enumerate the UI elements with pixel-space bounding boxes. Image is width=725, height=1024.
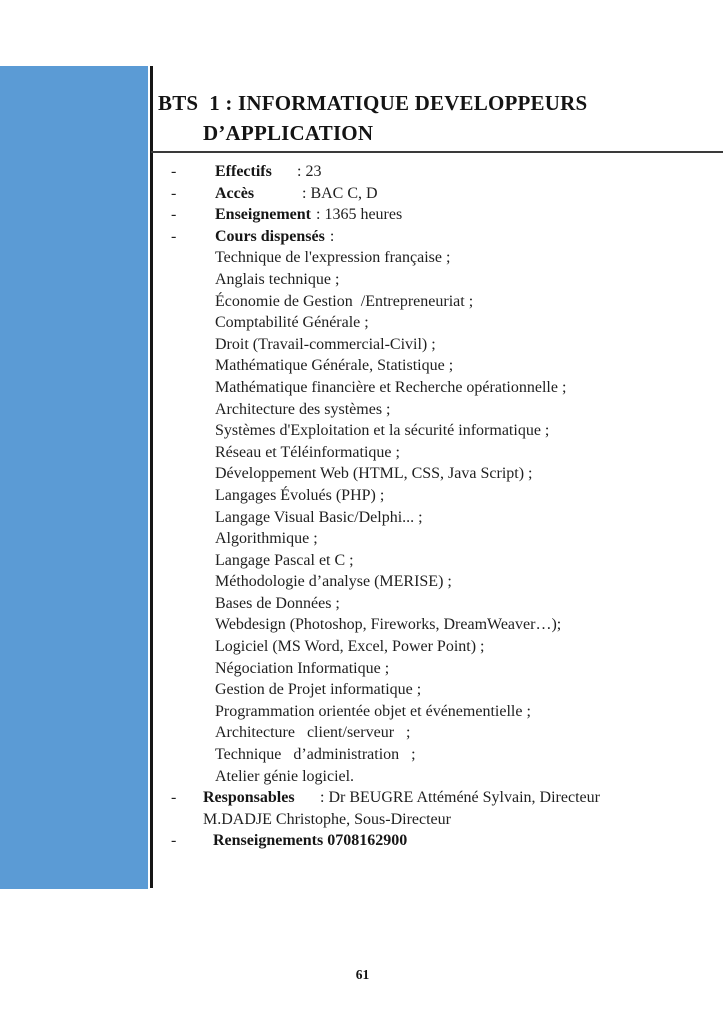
bullet-value: : BAC C, D [302,184,378,202]
bullet-value: : [329,227,335,245]
page-number: 61 [355,967,370,982]
course-item: Langages Évolués (PHP) ; [215,486,385,504]
course-item: Logiciel (MS Word, Excel, Power Point) ; [215,638,485,656]
program-details [158,161,720,852]
course-item: Webdesign (Photoshop, Fireworks, DreamWeaver…); [215,616,562,634]
renseignements-label: Renseignements 0708162900 [213,832,408,850]
page-title-line2: D’APPLICATION [203,121,374,145]
dash-bullet: - [171,184,177,202]
bullet-text [215,226,334,248]
course-item: Anglais technique ; [215,270,340,288]
bullet-value: : 1365 heures [316,206,403,224]
course-item: Mathématique Générale, Statistique ; [215,357,454,375]
list-item-enseignement [158,204,720,226]
page-title [158,88,723,148]
sidebar-accent-rect [0,66,148,889]
course-item: Comptabilité Générale ; [215,314,369,332]
dash-bullet: - [171,227,177,245]
bullet-text [215,161,321,183]
course-item: Technique de l'expression française ; [215,249,451,267]
course-item: Langage Pascal et C ; [215,551,354,569]
course-item: Économie de Gestion /Entrepreneuriat ; [215,292,474,310]
course-item: Droit (Travail-commercial-Civil) ; [215,335,436,353]
course-item: Bases de Données ; [215,594,340,612]
page-title-line1: BTS 1 : INFORMATIQUE DEVELOPPEURS [158,91,588,115]
dash-bullet: - [171,832,177,850]
bullet-text [215,204,402,226]
course-item: Méthodologie d’analyse (MERISE) ; [215,573,452,591]
responsables-text [203,787,600,830]
course-item: Algorithmique ; [215,530,318,548]
course-item: Systèmes d'Exploitation et la sécurité informatique ; [215,422,550,440]
bullet-label: Enseignement [215,206,311,224]
bullet-value: : 23 [297,163,322,180]
list-item-effectifs [158,161,720,183]
bullet-label: Cours dispensés [215,227,325,245]
course-item: Négociation Informatique ; [215,659,390,677]
dash-bullet: - [171,163,177,180]
list-item-acces [158,183,720,205]
responsables-label: Responsables [203,789,295,807]
list-item-responsables [158,787,720,830]
course-item: Architecture client/serveur ; [215,724,411,742]
list-item-renseignements [158,830,720,852]
responsables-value: : Dr BEUGRE Attéméné Sylvain, Directeur [320,789,600,807]
course-item: Réseau et Téléinformatique ; [215,443,400,461]
course-item: Technique d’administration ; [215,746,416,764]
dash-bullet: - [171,789,177,807]
title-underline [151,151,723,153]
responsables-line2: M.DADJE Christophe, Sous-Directeur [203,810,451,828]
course-item: Architecture des systèmes ; [215,400,391,418]
course-item: Langage Visual Basic/Delphi... ; [215,508,423,526]
course-item: Mathématique financière et Recherche opérationnelle ; [215,378,567,396]
course-item: Gestion de Projet informatique ; [215,681,422,699]
course-item: Programmation orientée objet et événementielle ; [215,702,531,720]
course-item: Développement Web (HTML, CSS, Java Script) ; [215,465,533,483]
bullet-text [215,183,378,205]
dash-bullet: - [171,206,177,224]
bullet-label: Effectifs [215,163,272,180]
list-item-cours-dispenses [158,226,720,248]
course-item: Atelier génie logiciel. [215,767,355,785]
bullet-label: Accès [215,184,255,202]
vertical-divider [150,66,153,888]
